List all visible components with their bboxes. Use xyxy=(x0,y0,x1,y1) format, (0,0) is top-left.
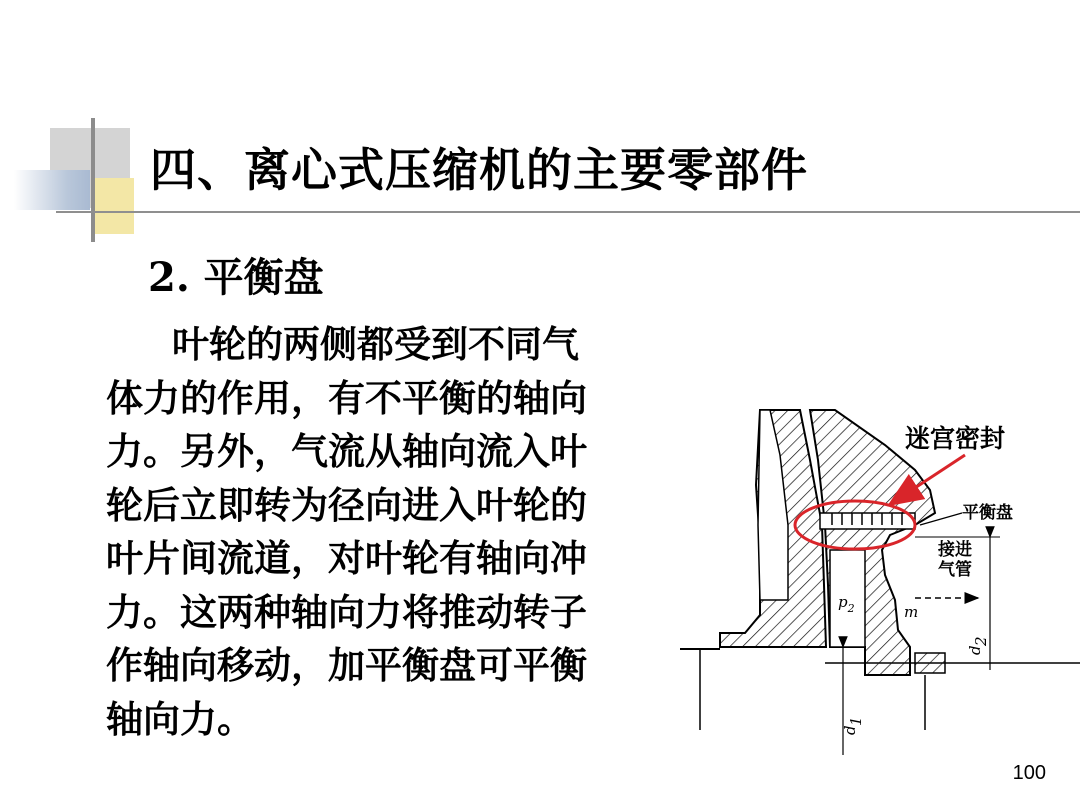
p2-label: $p_2$ xyxy=(838,593,855,615)
slide-title: 四、离心式压缩机的主要零部件 xyxy=(150,143,808,197)
svg-text:1: 1 xyxy=(847,716,865,726)
body-paragraph xyxy=(106,318,666,746)
section-heading: 2. 平衡盘 xyxy=(148,254,324,301)
inlet-pipe-label-1: 接进 xyxy=(938,540,972,560)
body-line: 轴向力。 xyxy=(106,696,254,741)
decor-blue-gradient xyxy=(14,170,90,210)
title-underline xyxy=(56,211,1080,213)
body-line: 轮后立即转为径向进入叶轮的 xyxy=(106,482,587,527)
body-line: 力。这两种轴向力将推动转子 xyxy=(106,589,587,634)
inlet-pipe-label-2: 气管 xyxy=(938,560,972,580)
decor-vertical-line xyxy=(91,118,95,242)
balance-disk-diagram xyxy=(660,385,1080,755)
page-number: 100 xyxy=(1012,762,1046,784)
body-line: 力。另外，气流从轴向流入叶 xyxy=(106,429,587,473)
balance-disk-clearance xyxy=(820,513,915,529)
decor-yellow-square xyxy=(92,178,134,234)
body-line: 叶片间流道，对叶轮有轴向冲 xyxy=(106,536,587,580)
svg-text:d: d xyxy=(966,645,984,655)
shaft-collar xyxy=(915,653,945,673)
labyrinth-seal-label: 迷宫密封 xyxy=(905,424,1006,453)
body-line: 叶轮的两侧都受到不同气 xyxy=(172,322,579,366)
svg-text:2: 2 xyxy=(972,636,990,646)
body-line: 作轴向移动，加平衡盘可平衡 xyxy=(106,643,587,687)
m-label: m xyxy=(904,603,919,621)
svg-text:d: d xyxy=(841,725,859,735)
balance-disk-label: 平衡盘 xyxy=(962,503,1013,523)
body-line: 体力的作用，有不平衡的轴向 xyxy=(106,375,587,420)
